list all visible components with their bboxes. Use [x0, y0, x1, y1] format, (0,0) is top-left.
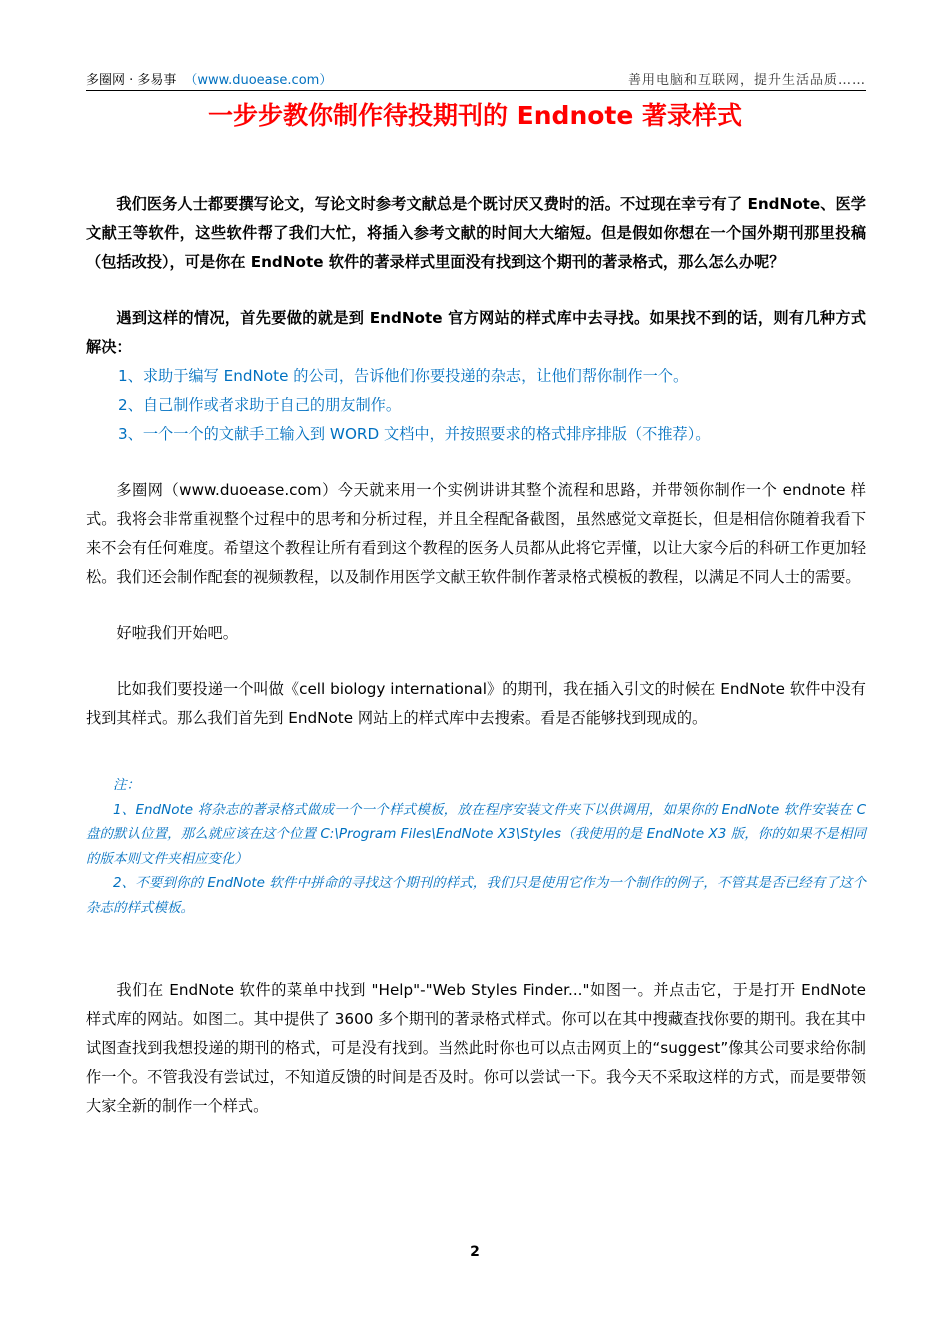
overview-paragraph: 多圈网（www.duoease.com）今天就来用一个实例讲讲其整个流程和思路，并带领你制作一个 endnote 样式。我将会非常重视整个过程中的思考和分析过程，并且全程配备截图，虽然感觉文章挺长，但是相信你随着我看下来不会有任何难度。希望这个教程让所有看到这个教程的医务人员都从此将它弄懂，以让大家今后的科研工作更加轻松。我们还会制作配套的视频教程，以及制作用医学文献王软件制作著录格式模板的教程，以满足不同人士的需要。: [86, 481, 866, 586]
start-paragraph: 好啦我们开始吧。: [116, 624, 238, 642]
solution-paragraph: 遇到这样的情况，首先要做的就是到 EndNote 官方网站的样式库中去寻找。如果找不到的话，则有几种方式解决：: [86, 309, 866, 356]
note-item: 2、不要到你的 EndNote 软件中拼命的寻找这个期刊的样式，我们只是使用它作为一个制作的例子，不管其是否已经有了这个杂志的样式模板。: [86, 875, 866, 916]
note-item: 1、EndNote 将杂志的著录格式做成一个一个样式模板，放在程序安装文件夹下以供调用，如果你的 EndNote 软件安装在 C 盘的默认位置，那么就应该在这个位置 C:\Program Files\EndNote X3\Styles（我使用的是 EndNote X3 版，你的如果不是相同的版本则文件夹相应变化）: [86, 801, 866, 867]
header-site: [86, 69, 332, 88]
list-item: 1、求助于编写 EndNote 的公司，告诉他们你要投递的杂志，让他们帮你制作一个。: [118, 367, 689, 385]
intro-paragraph: 我们医务人士都要撰写论文，写论文时参考文献总是个既讨厌又费时的活。不过现在幸亏有了 EndNote、医学文献王等软件，这些软件帮了我们大忙，将插入参考文献的时间大大缩短。但是假如你想在一个国外期刊那里投稿（包括改投），可是你在 EndNote 软件的著录样式里面没有找到这个期刊的著录格式，那么怎么办呢？: [86, 195, 866, 271]
header-site-name: 多圈网 · 多易事: [86, 73, 177, 88]
list-item: 3、一个一个的文献手工输入到 WORD 文档中，并按照要求的格式排序排版（不推荐）。: [118, 425, 711, 443]
page-title: 一步步教你制作待投期刊的 Endnote 著录样式: [207, 101, 743, 130]
note-label: 注：: [113, 777, 140, 793]
example-paragraph: 比如我们要投递一个叫做《cell biology international》的期刊，我在插入引文的时候在 EndNote 软件中没有找到其样式。那么我们首先到 EndNote 网站上的样式库中去搜索。看是否能够找到现成的。: [86, 680, 866, 727]
list-item: 2、自己制作或者求助于自己的朋友制作。: [118, 396, 402, 414]
header-url-link[interactable]: （www.duoease.com）: [184, 73, 333, 88]
article-body: [86, 190, 866, 1121]
page-header: [86, 64, 866, 91]
page-number: 2: [470, 1244, 480, 1260]
steps-paragraph: 我们在 EndNote 软件的菜单中找到 "Help"-"Web Styles Finder..."如图一。并点击它，于是打开 EndNote 样式库的网站。如图二。其中提供了 3600 多个期刊的著录格式样式。你可以在其中搜藏查找你要的期刊。我在其中试图查找到我想投递的期刊的格式，可是没有找到。当然此时你也可以点击网页上的“suggest”像其公司要求给你制作一个。不管我没有尝试过，不知道反馈的时间是否及时。你可以尝试一下。我今天不采取这样的方式，而是要带领大家全新的制作一个样式。: [86, 981, 866, 1115]
header-slogan: 善用电脑和互联网，提升生活品质……: [627, 73, 866, 88]
